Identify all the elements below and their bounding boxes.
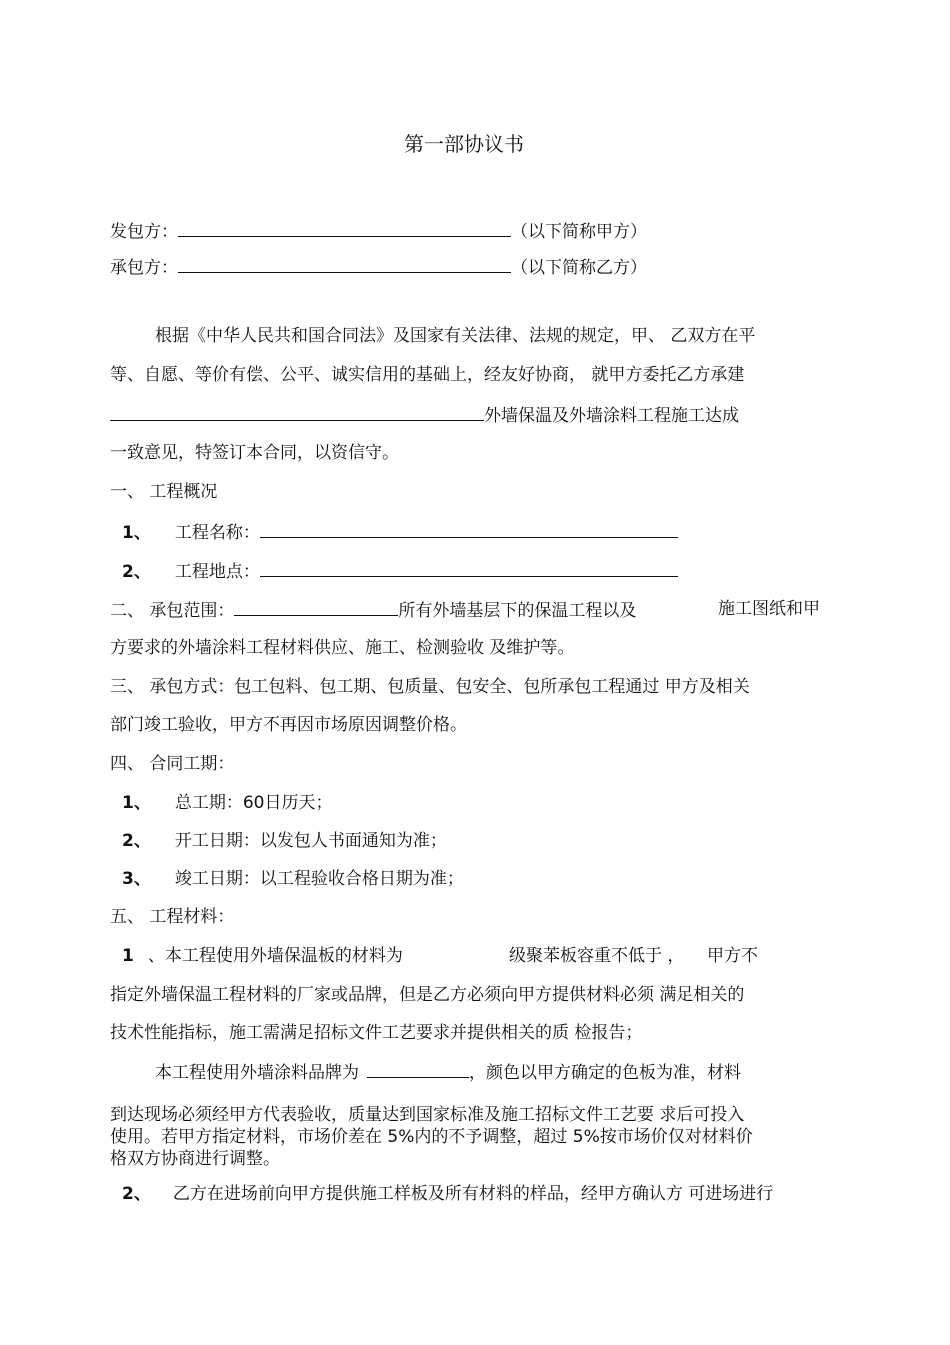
employer-label: 发包方： xyxy=(110,222,178,242)
section-2-line-1-tail: 施工图纸和甲 xyxy=(718,599,820,619)
project-name-label: 工程名称： xyxy=(174,523,260,543)
section-5-p1-line-3: 技术性能指标，施工需满足招标文件工艺要求并提供相关的质 检报告； xyxy=(110,1023,643,1043)
contractor-label: 承包方： xyxy=(110,258,178,278)
section-5-p1-line-1 xyxy=(122,945,403,967)
employer-name-blank[interactable] xyxy=(178,219,511,237)
coating-brand-rest: ，颜色以甲方确定的色板为准，材料 xyxy=(469,1063,741,1083)
section-2-prefix: 二、 承包范围： xyxy=(110,601,235,621)
item-number: 1、 xyxy=(122,793,151,813)
preamble-line-3 xyxy=(110,403,739,427)
section-1-item-1 xyxy=(122,520,678,544)
section-5-p2-line-1 xyxy=(155,1060,741,1084)
section-5-p2-line-2: 到达现场必须经甲方代表验收，质量达到国家标准及施工招标文件工艺要 求后可投入 xyxy=(110,1105,745,1125)
employer-suffix: （以下简称甲方） xyxy=(511,222,647,242)
item-number: 1 xyxy=(122,946,134,966)
preamble-line-2: 等、自愿、等价有偿、公平、诚实信用的基础上，经友好协商， 就甲方委托乙方承建 xyxy=(110,365,745,385)
preamble-line-1: 根据《中华人民共和国合同法》及国家有关法律、法规的规定，甲、 乙双方在平 xyxy=(155,326,756,346)
contractor-line xyxy=(110,255,647,279)
section-2-line-1-rest: 所有外墙基层下的保温工程以及 xyxy=(398,601,637,621)
coating-brand-blank[interactable] xyxy=(367,1060,469,1078)
contractor-name-blank[interactable] xyxy=(178,255,511,273)
item-number: 3、 xyxy=(122,869,151,889)
section-1-heading: 一、 工程概况 xyxy=(110,482,218,502)
section-5-p2-line-3: 使用。若甲方指定材料，市场价差在 5%内的不予调整，超过 5%按市场价仅对材料价 xyxy=(110,1127,753,1147)
item-number: 2、 xyxy=(122,562,151,582)
section-1-item-2 xyxy=(122,559,678,583)
project-name-blank[interactable] xyxy=(110,403,484,421)
section-2-line-2: 方要求的外墙涂料工程材料供应、施工、检测验收 及维护等。 xyxy=(110,638,575,658)
sample-requirement-text: 乙方在进场前向甲方提供施工样板及所有材料的样品，经甲方确认方 可进场进行 xyxy=(172,1184,774,1204)
total-duration-text: 总工期：60日历天； xyxy=(174,793,333,813)
section-5-p2-line-4: 格双方协商进行调整。 xyxy=(110,1149,280,1169)
insulation-grade-text: 级聚苯板容重不低于 ， xyxy=(509,946,685,966)
insulation-line-tail: 甲方不 xyxy=(707,946,758,966)
item-number: 1、 xyxy=(122,523,151,543)
project-location-label: 工程地点： xyxy=(174,562,260,582)
completion-date-text: 竣工日期：以工程验收合格日期为准； xyxy=(174,869,464,889)
section-5-item-2 xyxy=(122,1183,773,1205)
coating-brand-label: 本工程使用外墙涂料品牌为 xyxy=(155,1063,359,1083)
start-date-text: 开工日期：以发包人书面通知为准； xyxy=(174,831,447,851)
preamble-line-3-suffix: 外墙保温及外墙涂料工程施工达成 xyxy=(484,406,739,426)
section-2-line-1 xyxy=(110,598,636,622)
section-3-line-1: 三、 承包方式：包工包料、包工期、包质量、包安全、包所承包工程通过 甲方及相关 xyxy=(110,677,750,697)
section-5-p1-line-2: 指定外墙保温工程材料的厂家或品牌，但是乙方必须向甲方提供材料必须 满足相关的 xyxy=(110,985,745,1005)
preamble-line-4: 一致意见，特签订本合同，以资信守。 xyxy=(110,443,399,463)
section-5-heading: 五、 工程材料： xyxy=(110,907,235,927)
item-number: 2、 xyxy=(122,1184,151,1204)
section-4-item-1 xyxy=(122,792,332,814)
contractor-suffix: （以下简称乙方） xyxy=(511,258,647,278)
insulation-material-text: 、本工程使用外墙保温板的材料为 xyxy=(147,946,403,966)
section-4-item-3 xyxy=(122,868,464,890)
page-title: 第一部协议书 xyxy=(404,132,524,156)
section-4-item-2 xyxy=(122,830,447,852)
section-3-line-2: 部门竣工验收，甲方不再因市场原因调整价格。 xyxy=(110,715,467,735)
item-number: 2、 xyxy=(122,831,151,851)
employer-line xyxy=(110,219,647,243)
scope-blank[interactable] xyxy=(234,598,398,616)
project-name-field[interactable] xyxy=(260,520,678,538)
project-location-field[interactable] xyxy=(260,559,678,577)
section-4-heading: 四、 合同工期： xyxy=(110,754,235,774)
